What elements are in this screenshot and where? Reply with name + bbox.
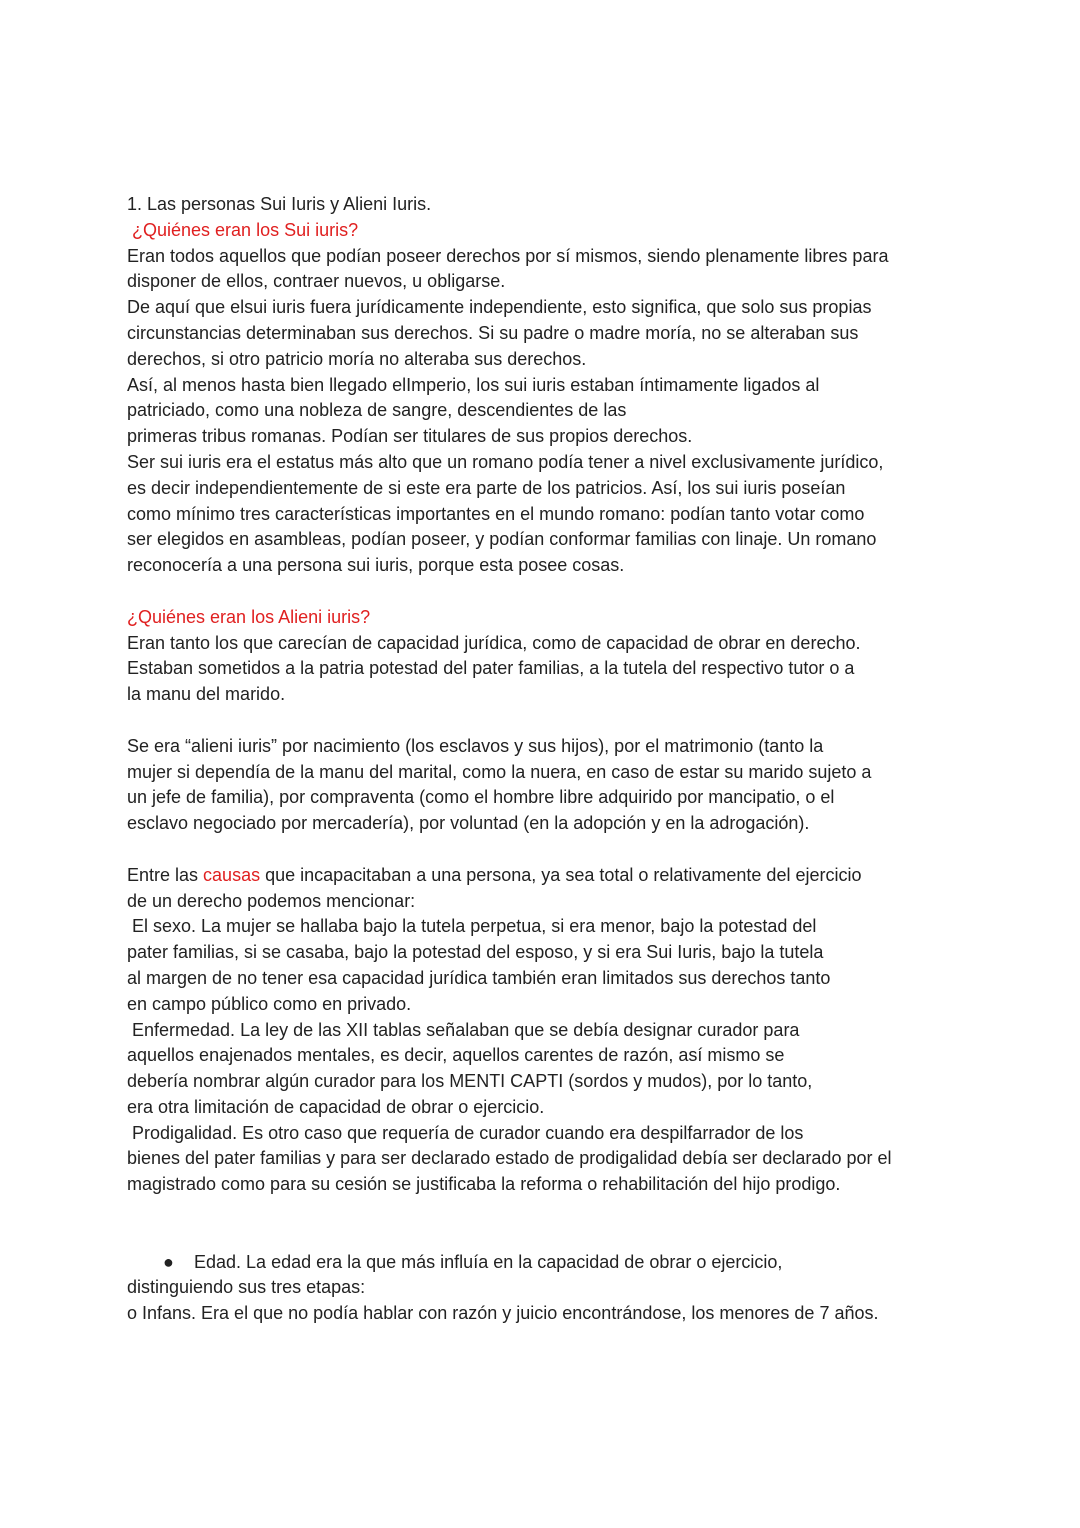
text-line: era otra limitación de capacidad de obrar o ejercicio. — [127, 1096, 545, 1117]
text-line: Eran todos aquellos que podían poseer derechos por sí mismos, siendo plenamente libres para — [127, 245, 889, 266]
causas-highlight: causas — [203, 864, 261, 885]
text-line: la manu del marido. — [127, 684, 286, 705]
text-line: primeras tribus romanas. Podían ser titulares de sus propios derechos. — [127, 426, 693, 447]
text-line: Estaban sometidos a la patria potestad del pater familias, a la tutela del respectivo tutor o a — [127, 658, 855, 679]
causas-intro-before: Entre las — [127, 864, 204, 885]
spacer — [127, 1198, 967, 1250]
spacer — [127, 708, 967, 734]
text-line: mujer si dependía de la manu del marital, como la nuera, en caso de estar su marido sujeto a — [127, 761, 872, 782]
text-line: distinguiendo sus tres etapas: — [127, 1277, 366, 1298]
text-line: aquellos enajenados mentales, es decir, aquellos carentes de razón, así mismo se — [127, 1045, 785, 1066]
edad-bullet-line — [127, 1250, 967, 1276]
text-line: como mínimo tres características importantes en el mundo romano: podían tanto votar como — [127, 503, 865, 524]
causas-paragraph — [127, 863, 967, 1198]
text-line: un jefe de familia), por compraventa (como el hombre libre adquirido por mancipatio, o el — [127, 787, 835, 808]
text-line: magistrado como para su cesión se justificaba la reforma o rehabilitación del hijo prodigo. — [127, 1174, 841, 1195]
spacer — [127, 579, 967, 605]
text-line: debería nombrar algún curador para los MENTI CAPTI (sordos y mudos), por lo tanto, — [127, 1071, 813, 1092]
text-line: de un derecho podemos mencionar: — [127, 890, 416, 911]
causas-intro-after: que incapacitaban a una persona, ya sea total o relativamente del ejercicio — [260, 864, 862, 885]
text-line: Prodigalidad. Es otro caso que requería de curador cuando era despilfarrador de los — [127, 1122, 804, 1143]
text-line: al margen de no tener esa capacidad jurídica también eran limitados sus derechos tanto — [127, 967, 831, 988]
text-line: derechos, si otro patricio moría no alteraba sus derechos. — [127, 348, 587, 369]
text-line: patriciado, como una nobleza de sangre, descendientes de las — [127, 400, 627, 421]
text-line: o Infans. Era el que no podía hablar con razón y juicio encontrándose, los menores de 7 años. — [127, 1303, 879, 1324]
sui-iuris-heading: ¿Quiénes eran los Sui iuris? — [132, 219, 359, 240]
alieni-iuris-heading: ¿Quiénes eran los Alieni iuris? — [127, 606, 371, 627]
document-page — [127, 192, 967, 1327]
text-line: Eran tanto los que carecían de capacidad jurídica, como de capacidad de obrar en derecho. — [127, 632, 861, 653]
sui-iuris-paragraph — [127, 244, 967, 579]
text-line: Así, al menos hasta bien llegado elImperio, los sui iuris estaban íntimamente ligados al — [127, 374, 820, 395]
text-line: es decir independientemente de si este era parte de los patricios. Así, los sui iuris poseían — [127, 477, 846, 498]
text-line: disponer de ellos, contraer nuevos, u obligarse. — [127, 271, 506, 292]
spacer — [127, 837, 967, 863]
text-line: ser elegidos en asambleas, podían poseer, y podían conformar familias con linaje. Un romano — [127, 529, 877, 550]
text-line: esclavo negociado por mercadería), por voluntad (en la adopción y en la adrogación). — [127, 813, 810, 834]
edad-first-line: Edad. La edad era la que más influía en la capacidad de obrar o ejercicio, — [194, 1251, 783, 1272]
text-line: reconocería a una persona sui iuris, porque esta posee cosas. — [127, 555, 625, 576]
text-line: Se era “alieni iuris” por nacimiento (los esclavos y sus hijos), por el matrimonio (tanto la — [127, 735, 824, 756]
text-line: El sexo. La mujer se hallaba bajo la tutela perpetua, si era menor, bajo la potestad del — [127, 916, 817, 937]
section-title: 1. Las personas Sui Iuris y Alieni Iuris. — [127, 194, 432, 214]
alieni-iuris-paragraph — [127, 631, 967, 708]
text-line: circunstancias determinaban sus derechos. Si su padre o madre moría, no se alteraban sus — [127, 322, 859, 343]
text-line: en campo público como en privado. — [127, 993, 412, 1014]
text-line: bienes del pater familias y para ser declarado estado de prodigalidad debía ser declarado por el — [127, 1148, 892, 1169]
causas-intro-line — [127, 863, 967, 889]
text-line: pater familias, si se casaba, bajo la potestad del esposo, y si era Sui Iuris, bajo la tutela — [127, 942, 824, 963]
text-line: Enfermedad. La ley de las XII tablas señalaban que se debía designar curador para — [127, 1019, 800, 1040]
bullet-icon: ● — [163, 1251, 174, 1272]
text-line: De aquí que elsui iuris fuera jurídicamente independiente, esto significa, que solo sus propias — [127, 297, 872, 318]
edad-paragraph — [127, 1250, 967, 1327]
text-line: Ser sui iuris era el estatus más alto que un romano podía tener a nivel exclusivamente jurídico, — [127, 451, 884, 472]
alieni-iuris-paragraph-2 — [127, 734, 967, 837]
